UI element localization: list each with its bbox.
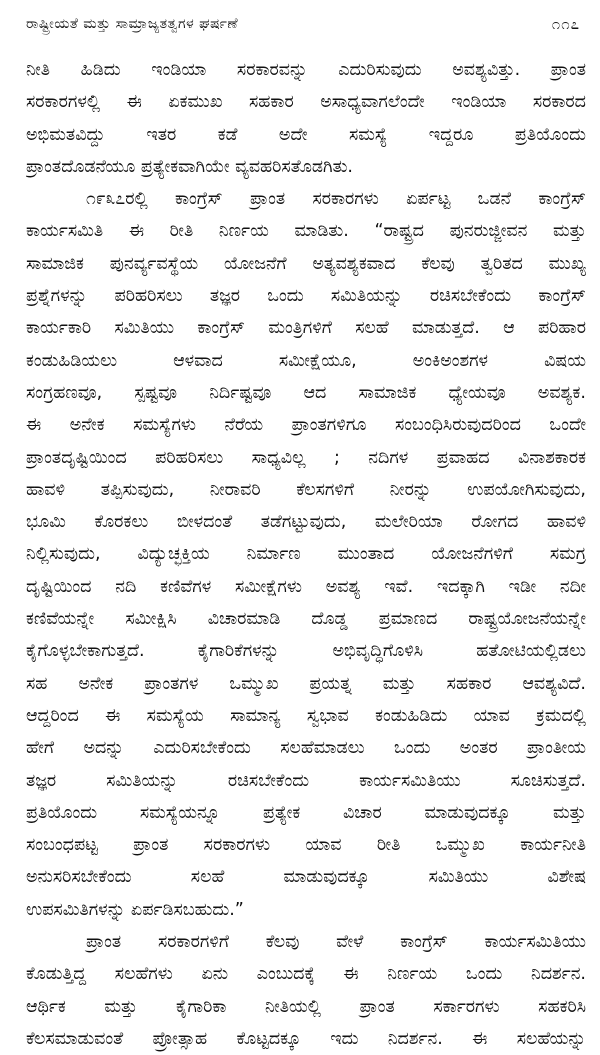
text-line: ಕೆಲಸಮಾಡುವಂತೆ ಪ್ರೋತ್ಸಾಹ ಕೊಟ್ಟದಕ್ಕೂ ಇದು ನಿದರ್ಶನ. ಈ ಸಲಹೆಯನ್ನು — [26, 1028, 586, 1049]
text-line: ಸಂಬಂಧಪಟ್ಟ ಪ್ರಾಂತ ಸರಕಾರಗಳು ಯಾವ ರೀತಿ ಒಮ್ಮುಖ ಕಾರ್ಯನೀತಿ — [26, 835, 586, 856]
text-line: ದೃಷ್ಟಿಯಿಂದ ನದಿ ಕಣಿವೆಗಳ ಸಮೀಕ್ಷೆಗಳು ಅವಶ್ಯ ಇವೆ. ಇದಕ್ಕಾಗಿ ಇಡೀ ನದೀ — [26, 576, 586, 597]
text-line: ಅನುಸರಿಸಬೇಕೆಂದು ಸಲಹೆ ಮಾಡುವುದಕ್ಕೂ ಸಮಿತಿಯು ವಿಶೇಷ — [26, 867, 586, 888]
body-text — [26, 54, 586, 1055]
text-line: ಪ್ರತಿಯೊಂದು ಸಮಸ್ಯೆಯನ್ನೂ ಪ್ರತ್ಯೇಕ ವಿಚಾರ ಮಾಡುವುದಕ್ಕೂ ಮತ್ತು — [26, 802, 586, 823]
text-line: ಕಾರ್ಯಕಾರಿ ಸಮಿತಿಯು ಕಾಂಗ್ರೆಸ್ ಮಂತ್ರಿಗಳಿಗೆ ಸಲಹೆ ಮಾಡುತ್ತದೆ. ಆ ಪರಿಹಾರ — [26, 318, 586, 339]
text-line: ಸಂಗ್ರಹಣವೂ, ಸ್ಪಷ್ಟವೂ ನಿರ್ದಿಷ್ಟವೂ ಆದ ಸಾಮಾಜಿಕ ಧ್ಯೇಯವೂ ಅವಶ್ಯಕ. — [26, 382, 586, 403]
text-line: ಪ್ರಾಂತದೊಡನೆಯೂ ಪ್ರತ್ಯೇಕವಾಗಿಯೇ ವ್ಯವಹರಿಸತೊಡಗಿತು. — [26, 156, 353, 177]
paragraph-start-line: ೧೯೩೭ರಲ್ಲಿ ಕಾಂಗ್ರೆಸ್ ಪ್ರಾಂತ ಸರಕಾರಗಳು ಏರ್ಪಟ್ಟ ಒಡನೆ ಕಾಂಗ್ರೆಸ್ — [86, 189, 586, 210]
text-line: ಸಹ ಅನೇಕ ಪ್ರಾಂತಗಳ ಒಮ್ಮುಖ ಪ್ರಯತ್ನ ಮತ್ತು ಸಹಕಾರ ಆವಶ್ಯವಿದೆ. — [26, 673, 586, 694]
text-line: ಉಪಸಮಿತಿಗಳನ್ನು ಏರ್ಪಡಿಸಬಹುದು.” — [26, 899, 244, 920]
text-line: ಭೂಮಿ ಕೊರಕಲು ಬೀಳದಂತೆ ತಡೆಗಟ್ಟುವುದು, ಮಲೇರಿಯಾ ರೋಗದ ಹಾವಳಿ — [26, 512, 586, 533]
text-line: ಸರಕಾರಗಳಲ್ಲಿ ಈ ಏಕಮುಖ ಸಹಕಾರ ಅಸಾಧ್ಯವಾಗಲೆಂದೇ ಇಂಡಿಯಾ ಸರಕಾರದ — [26, 92, 586, 113]
page-number: ೧೧೭ — [551, 15, 580, 33]
text-line: ಕೈಗೊಳ್ಳಬೇಕಾಗುತ್ತದೆ. ಕೈಗಾರಿಕೆಗಳನ್ನು ಅಭಿವೃದ್ಧಿಗೊಳಿಸಿ ಹತೋಟಿಯಲ್ಲಿಡಲು — [26, 641, 586, 662]
text-line: ಕಂಡುಹಿಡಿಯಲು ಆಳವಾದ ಸಮೀಕ್ಷೆಯೂ, ಅಂಕಿಅಂಶಗಳ ವಿಷಯ — [26, 350, 586, 371]
text-line: ಆದ್ದರಿಂದ ಈ ಸಮಸ್ಯೆಯ ಸಾಮಾನ್ಯ ಸ್ವಭಾವ ಕಂಡುಹಿಡಿದು ಯಾವ ಕ್ರಮದಲ್ಲಿ — [26, 705, 586, 726]
text-line: ಸಾಮಾಜಿಕ ಪುನರ್ವ್ಯವಸ್ಥೆಯ ಯೋಜನೆಗೆ ಅತ್ಯವಶ್ಯಕವಾದ ಕೆಲವು ತ್ವರಿತದ ಮುಖ್ಯ — [26, 253, 586, 274]
text-line: ಈ ಅನೇಕ ಸಮಸ್ಯೆಗಳು ನೆರೆಯ ಪ್ರಾಂತಗಳಿಗೂ ಸಂಬಂಧಿಸಿರುವುದರಿಂದ ಒಂದೇ — [26, 415, 586, 436]
paragraph-start-line: ಪ್ರಾಂತ ಸರಕಾರಗಳಿಗೆ ಕೆಲವು ವೇಳೆ ಕಾಂಗ್ರೆಸ್ ಕಾರ್ಯಸಮಿತಿಯು — [86, 932, 586, 953]
text-line: ಪ್ರಶ್ನೆಗಳನ್ನು ಪರಿಹರಿಸಲು ತಜ್ಞರ ಒಂದು ಸಮಿತಿಯನ್ನು ರಚಿಸಬೇಕೆಂದು ಕಾಂಗ್ರೆಸ್ — [26, 286, 586, 307]
text-line: ನೀತಿ ಹಿಡಿದು ಇಂಡಿಯಾ ಸರಕಾರವನ್ನು ಎದುರಿಸುವುದು ಅವಶ್ಯವಿತ್ತು. ಪ್ರಾಂತ — [26, 60, 586, 80]
text-line: ಹಾವಳಿ ತಪ್ಪಿಸುವುದು, ನೀರಾವರಿ ಕೆಲಸಗಳಿಗೆ ನೀರನ್ನು ಉಪಯೋಗಿಸುವುದು, — [26, 479, 586, 500]
text-line: ತಜ್ಞರ ಸಮಿತಿಯನ್ನು ರಚಿಸಬೇಕೆಂದು ಕಾರ್ಯಸಮಿತಿಯು ಸೂಚಿಸುತ್ತದೆ. — [26, 770, 586, 791]
running-header — [26, 12, 580, 36]
text-line: ಕಾರ್ಯಸಮಿತಿ ಈ ರೀತಿ ನಿರ್ಣಯ ಮಾಡಿತು. “ರಾಷ್ಟ್ರದ ಪುನರುಜ್ಜೀವನ ಮತ್ತು — [26, 221, 586, 242]
text-line: ಅಭಿಮತವಿದ್ದು ಇತರ ಕಡೆ ಅದೇ ಸಮಸ್ಯೆ ಇದ್ದರೂ ಪ್ರತಿಯೊಂದು — [26, 124, 586, 145]
text-line: ಕಣಿವೆಯನ್ನೇ ಸಮೀಕ್ಷಿಸಿ ವಿಚಾರಮಾಡಿ ದೊಡ್ಡ ಪ್ರಮಾಣದ ರಾಷ್ಟ್ರಯೋಜನೆಯನ್ನೇ — [26, 609, 586, 630]
chapter-title: ರಾಷ್ಟ್ರೀಯತೆ ಮತ್ತು ಸಾಮ್ರಾಜ್ಯತತ್ವಗಳ ಘರ್ಷಣೆ — [26, 16, 239, 32]
text-line: ಹೇಗೆ ಅದನ್ನು ಎದುರಿಸಬೇಕೆಂದು ಸಲಹೆಮಾಡಲು ಒಂದು ಅಂತರ ಪ್ರಾಂತೀಯ — [26, 738, 586, 759]
text-line: ಪ್ರಾಂತದೃಷ್ಟಿಯಿಂದ ಪರಿಹರಿಸಲು ಸಾಧ್ಯವಿಲ್ಲ ; ನದಿಗಳ ಪ್ರವಾಹದ ವಿನಾಶಕಾರಕ — [26, 447, 586, 468]
text-line: ನಿಲ್ಲಿಸುವುದು, ವಿದ್ಯುಚ್ಛಕ್ತಿಯ ನಿರ್ಮಾಣ ಮುಂತಾದ ಯೋಜನೆಗಳಿಗೆ ಸಮಗ್ರ — [26, 544, 586, 565]
text-line: ಕೊಡುತ್ತಿದ್ದ ಸಲಹೆಗಳು ಏನು ಎಂಬುದಕ್ಕೆ ಈ ನಿರ್ಣಯ ಒಂದು ನಿದರ್ಶನ. — [26, 964, 586, 985]
text-line: ಆರ್ಥಿಕ ಮತ್ತು ಕೈಗಾರಿಕಾ ನೀತಿಯಲ್ಲಿ ಪ್ರಾಂತ ಸರ್ಕಾರಗಳು ಸಹಕರಿಸಿ — [26, 996, 586, 1017]
